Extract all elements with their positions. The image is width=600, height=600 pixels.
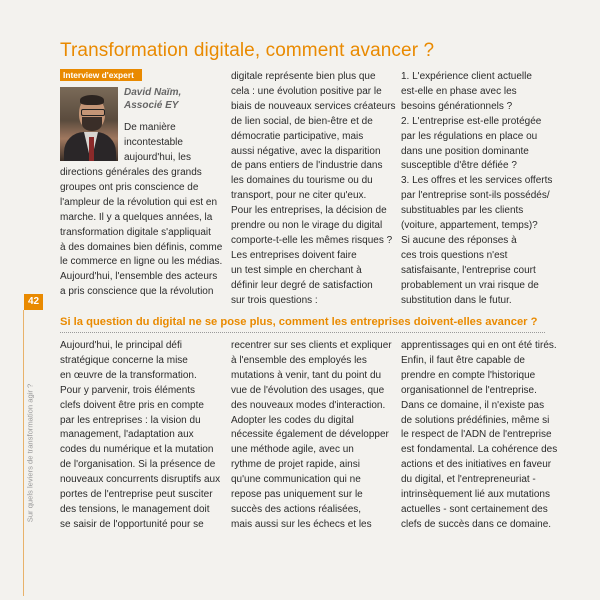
text-line: Pour les entreprises, la décision de xyxy=(231,205,387,217)
text-line: codes du numérique et la mutation xyxy=(60,444,214,456)
text-line: est fondamental. La cohérence des xyxy=(401,444,558,456)
text-line: actions et des initiatives en faveur xyxy=(401,459,552,471)
text-line: par l'entreprise sont-ils possédés/ xyxy=(401,190,550,202)
text-line: clefs de succès dans ce domaine. xyxy=(401,518,552,530)
text-line: le respect de l'ADN de l'entreprise xyxy=(401,429,552,441)
text-line: transformation digitale s'appliquait xyxy=(60,226,211,238)
text-line: succès des actions réalisées, xyxy=(231,503,362,515)
text-line: par les régulations en place ou xyxy=(401,130,538,142)
text-line: transport, pour ne citer qu'eux. xyxy=(231,190,367,202)
section-subtitle: Si la question du digital ne se pose plus, comment les entreprises doivent-elles avancer ? xyxy=(60,316,538,328)
interview-tag: Interview d'expert xyxy=(60,69,142,81)
text-line: a pris conscience que la révolution xyxy=(60,286,214,298)
text-line: Aujourd'hui, le principal défi xyxy=(60,340,182,351)
text-line: sur trois questions : xyxy=(231,294,318,306)
author-role: Associé EY xyxy=(124,99,179,111)
text-line: ces trois questions n'est xyxy=(401,249,508,261)
text-line: des tensions, le management doit xyxy=(60,503,210,515)
photo-beard xyxy=(82,117,102,131)
text-line: prendre ou non le virage du digital xyxy=(231,220,383,232)
text-line: portes de l'entreprise peut susciter xyxy=(60,489,213,501)
photo-glasses xyxy=(81,109,105,116)
text-line: 1. L'expérience client actuelle xyxy=(401,71,532,82)
section-divider xyxy=(60,332,545,333)
text-line: à l'ensemble des employés les xyxy=(231,354,367,366)
text-line: 2. L'entreprise est-elle protégée xyxy=(401,115,542,127)
text-line: substitution dans le futur. xyxy=(401,294,512,306)
text-line: comporte-t-elle les mêmes risques ? xyxy=(231,234,393,246)
text-line: recentrer sur ses clients et expliquer xyxy=(231,340,392,351)
text-line: les domaines du tourisme ou du xyxy=(231,175,373,187)
text-line: se saisir de l'opportunité pour se xyxy=(60,518,204,530)
column-6-body xyxy=(401,339,557,533)
text-line: organisationnel de l'entreprise. xyxy=(401,384,537,396)
column-4-body xyxy=(60,339,220,533)
text-line: qu'une communication qui ne xyxy=(231,474,361,486)
text-line: incontestable xyxy=(124,136,183,148)
text-line: à des domaines bien définis, comme xyxy=(60,241,223,253)
text-line: substituables par les clients xyxy=(401,205,524,217)
column-5-body xyxy=(231,339,392,533)
text-line: aujourd'hui, les xyxy=(124,151,191,163)
text-line: apprentissages qui en ont été tirés. xyxy=(401,340,557,351)
text-line: probablement un vrai risque de xyxy=(401,279,539,291)
text-line: de pans entiers de l'industrie dans xyxy=(231,160,383,172)
text-line: directions générales des grands xyxy=(60,167,202,178)
page-title: Transformation digitale, comment avancer ? xyxy=(60,40,435,61)
text-line: une méthode agile, avec un xyxy=(231,444,354,456)
column-3-body xyxy=(401,70,552,309)
text-line: rythme de projet rapide, ainsi xyxy=(231,459,360,471)
author-name: David Naïm, xyxy=(124,87,182,98)
text-line: de lien social, de bien-être et de xyxy=(231,115,373,127)
text-line: démocratie participative, mais xyxy=(231,130,364,142)
text-line: est-elle en phase avec les xyxy=(401,85,517,97)
photo-tie xyxy=(89,137,94,161)
text-line: de l'organisation. Si la présence de xyxy=(60,459,216,471)
text-line: marche. Il y a quelques années, la xyxy=(60,211,213,223)
author-photo xyxy=(60,87,118,161)
text-line: Si aucune des réponses à xyxy=(401,234,517,246)
text-line: un test simple en cherchant à xyxy=(231,264,362,276)
text-line: le commerce en ligne ou les médias. xyxy=(60,256,223,268)
text-line: mais aussi sur les échecs et les xyxy=(231,518,372,530)
text-line: Dans ce domaine, il n'existe pas xyxy=(401,399,545,411)
text-line: groupes ont pris conscience de xyxy=(60,181,199,193)
text-line: de solutions prédéfinies, même si xyxy=(401,414,550,426)
text-line: besoins générationnels ? xyxy=(401,100,513,112)
text-line: (voiture, appartement, temps)? xyxy=(401,220,538,232)
text-line: Les entreprises doivent faire xyxy=(231,249,357,261)
text-line: Enfin, il faut être capable de xyxy=(401,354,525,366)
text-line: susceptible d'être défiée ? xyxy=(401,160,517,172)
text-line: nouveaux concurrents disruptifs aux xyxy=(60,474,221,486)
text-line: satisfaisante, l'entreprise court xyxy=(401,264,536,276)
text-line: prendre en compte l'historique xyxy=(401,369,536,381)
photo-hair xyxy=(80,95,104,105)
text-line: définir leur degré de satisfaction xyxy=(231,279,373,291)
text-line: par les entreprises : la vision du xyxy=(60,414,201,426)
text-line: aussi négative, avec la disparition xyxy=(231,145,381,157)
text-line: repose pas uniquement sur le xyxy=(231,489,363,501)
text-line: Pour y parvenir, trois éléments xyxy=(60,384,196,396)
text-line: mutations à venir, tant du point du xyxy=(231,369,382,381)
column-2-body xyxy=(231,70,396,309)
text-line: De manière xyxy=(124,122,176,133)
author-credit xyxy=(124,87,181,112)
text-line: 3. Les offres et les services offerts xyxy=(401,175,553,187)
text-line: l'ampleur de la révolution qui est en xyxy=(60,196,218,208)
column-1-body xyxy=(60,166,222,300)
text-line: actuelles - sont certainement des xyxy=(401,503,548,515)
margin-rule xyxy=(23,310,24,596)
text-line: stratégique concerne la mise xyxy=(60,354,188,366)
running-header: Sur quels leviers de transformation agir ? xyxy=(25,383,35,523)
text-line: nécessite également de développer xyxy=(231,429,389,441)
text-line: clefs doivent être pris en compte xyxy=(60,399,204,411)
text-line: cela : une évolution positive par le xyxy=(231,85,382,97)
text-line: dans une position dominante xyxy=(401,145,529,157)
text-line: digitale représente bien plus que xyxy=(231,71,376,82)
text-line: des nouveaux modes d'interaction. xyxy=(231,399,386,411)
text-line: biais de nouveaux services créateurs xyxy=(231,100,396,112)
text-line: Aujourd'hui, l'ensemble des acteurs xyxy=(60,271,218,283)
page-number: 42 xyxy=(24,294,43,310)
column-1-intro xyxy=(124,121,191,166)
text-line: management, l'adaptation aux xyxy=(60,429,194,441)
text-line: Adopter les codes du digital xyxy=(231,414,354,426)
text-line: du digital, et l'entrepreneuriat - xyxy=(401,474,536,486)
text-line: en œuvre de la transformation. xyxy=(60,369,197,381)
text-line: vue de l'évolution des usages, que xyxy=(231,384,385,396)
text-line: intrinsèquement lié aux mutations xyxy=(401,489,550,501)
